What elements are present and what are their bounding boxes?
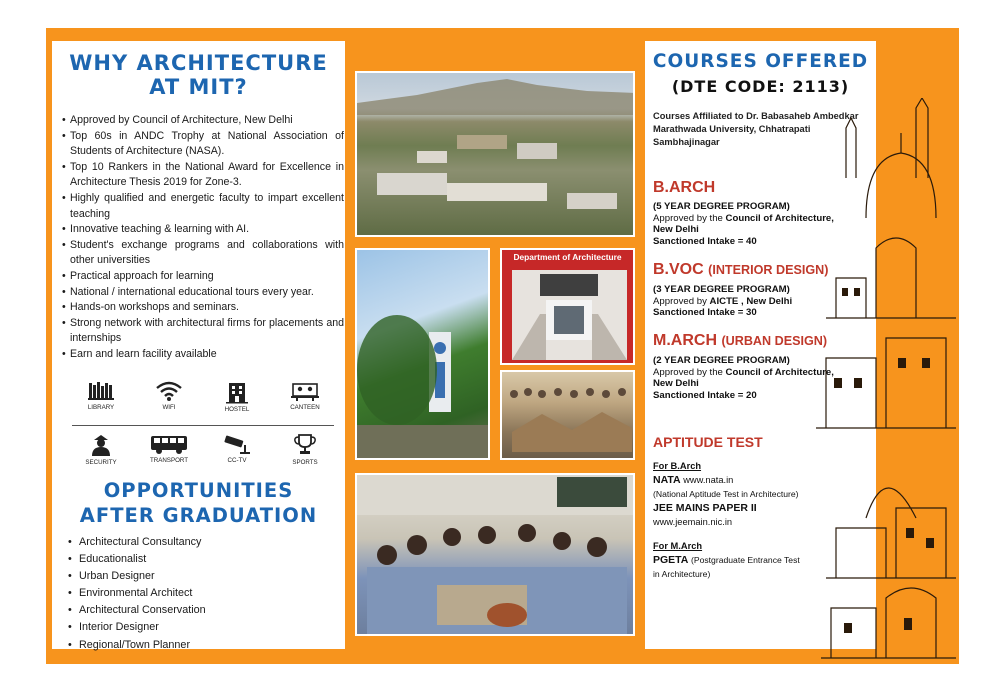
opportunity-item: • Interior Designer <box>68 619 338 636</box>
why-bullet: • Highly qualified and energetic faculty to impart excellent teaching <box>62 191 344 222</box>
march-specialization: (URBAN DESIGN) <box>721 334 828 348</box>
march-heading <box>653 332 827 350</box>
why-bullet: • Top 10 Rankers in the National Award for Excellence in Architecture Thesis 2019 for Zone-3. <box>62 160 344 191</box>
trophy-icon <box>291 433 319 457</box>
opportunity-item: • Regional/Town Planner <box>68 637 338 654</box>
march-intake: Sanctioned Intake = 20 <box>653 390 757 402</box>
icons-divider <box>72 425 334 426</box>
facility-sports <box>276 433 334 475</box>
march-name: M.ARCH <box>653 332 717 349</box>
barch-name: B.ARCH <box>653 179 716 196</box>
bvoc-name: B.VOC <box>653 261 704 278</box>
why-bullet: • National / international educational tours every year. <box>62 285 344 301</box>
why-bullet: • Hands-on workshops and seminars. <box>62 300 344 316</box>
barch-heading <box>653 179 715 197</box>
why-heading-line2: AT MIT? <box>149 75 248 99</box>
why-bullet: • Student's exchange programs and collaborations with other universities <box>62 238 344 269</box>
department-photo-caption: Department of Architecture <box>513 252 622 262</box>
bvoc-specialization: (INTERIOR DESIGN) <box>708 263 829 277</box>
pgeta-line: PGETA (Postgraduate Entrance Test <box>653 554 800 566</box>
brochure-sheet <box>46 28 959 664</box>
facility-label: TRANSPORT <box>149 457 189 464</box>
facility-label: CC-TV <box>227 457 247 464</box>
opportunity-item: • Architectural Consultancy <box>68 534 338 551</box>
facility-label: HOSTEL <box>224 406 250 413</box>
facility-transport <box>140 433 198 475</box>
march-approval-place: New Delhi <box>653 378 699 390</box>
march-program: (2 YEAR DEGREE PROGRAM) <box>653 355 790 366</box>
left-panel <box>52 41 345 649</box>
opportunity-item: • Environmental Architect <box>68 585 338 602</box>
opportunities-heading <box>52 478 345 528</box>
library-icon <box>87 380 115 402</box>
facility-library <box>72 380 130 422</box>
opportunity-item: • Urban Designer <box>68 568 338 585</box>
cctv-icon <box>222 433 252 455</box>
department-photo <box>500 248 635 365</box>
jee-url: www.jeemain.nic.in <box>653 517 733 527</box>
barch-program: (5 YEAR DEGREE PROGRAM) <box>653 201 790 212</box>
bvoc-approval: Approved by AICTE , New Delhi <box>653 295 793 307</box>
facility-security <box>72 433 130 475</box>
why-architecture-heading <box>52 51 345 99</box>
bvoc-program: (3 YEAR DEGREE PROGRAM) <box>653 284 790 295</box>
barch-exam-label: For B.Arch <box>653 461 702 471</box>
facility-cctv <box>208 433 266 475</box>
why-bullet: • Earn and learn facility available <box>62 347 344 363</box>
facility-canteen <box>276 380 334 422</box>
opportunity-item: • Architectural Conservation <box>68 602 338 619</box>
facility-label: LIBRARY <box>87 404 115 411</box>
jee-line: JEE MAINS PAPER II <box>653 502 757 514</box>
bvoc-heading <box>653 261 828 279</box>
heritage-skyline-illustration <box>806 98 959 664</box>
why-bullet: • Strong network with architectural firms for placements and internships <box>62 316 344 347</box>
barch-approval: Approved by the Council of Architecture, <box>653 212 834 224</box>
opportunities-list <box>68 534 338 654</box>
facility-label: SPORTS <box>292 459 318 466</box>
courses-offered-heading: COURSES OFFERED <box>652 51 869 72</box>
campus-tree-photo <box>355 248 490 460</box>
bvoc-intake: Sanctioned Intake = 30 <box>653 307 757 319</box>
march-exam-label: For M.Arch <box>653 541 703 551</box>
nata-line: NATA www.nata.in <box>653 474 734 486</box>
facilities-row-1 <box>72 380 334 422</box>
students-studio-photo <box>355 473 635 636</box>
hostel-icon <box>223 380 251 404</box>
canteen-icon <box>290 380 320 402</box>
why-heading-line1: WHY ARCHITECTURE <box>69 51 328 75</box>
facilities-icons <box>72 380 334 475</box>
pgeta-full-name-2: in Architecture) <box>653 569 711 579</box>
affiliation-text: Courses Affiliated to Dr. Babasaheb Ambedkar Marathwada University, Chhatrapati Sambhajinagar <box>653 111 859 147</box>
aptitude-test-heading: APTITUDE TEST <box>653 434 763 450</box>
facility-wifi <box>140 380 198 422</box>
opportunities-heading-line1: OPPORTUNITIES <box>103 479 294 502</box>
bus-icon <box>149 433 189 455</box>
opportunities-heading-line2: AFTER GRADUATION <box>79 504 318 527</box>
security-icon <box>87 433 115 457</box>
dte-code: (DTE CODE: 2113) <box>671 77 850 96</box>
why-bullet: • Practical approach for learning <box>62 269 344 285</box>
why-bullet: • Top 60s in ANDC Trophy at National Association of Students of Architecture (NASA). <box>62 129 344 160</box>
why-bullet-list <box>62 113 344 363</box>
wifi-icon <box>155 380 183 402</box>
facility-label: SECURITY <box>85 459 117 466</box>
campus-aerial-photo <box>355 71 635 237</box>
facility-label: CANTEEN <box>290 404 320 411</box>
why-bullet: • Innovative teaching & learning with AI. <box>62 222 344 238</box>
march-approval: Approved by the Council of Architecture, <box>653 366 834 378</box>
facility-label: WIFI <box>162 404 176 411</box>
barch-approval-place: New Delhi <box>653 224 699 236</box>
barch-intake: Sanctioned Intake = 40 <box>653 236 757 248</box>
facility-hostel <box>208 380 266 422</box>
opportunity-item: • Educationalist <box>68 551 338 568</box>
exhibition-group-photo <box>500 370 635 460</box>
why-bullet: • Approved by Council of Architecture, New Delhi <box>62 113 344 129</box>
facilities-row-2 <box>72 433 334 475</box>
nata-full-name: (National Aptitude Test in Architecture) <box>653 489 799 499</box>
